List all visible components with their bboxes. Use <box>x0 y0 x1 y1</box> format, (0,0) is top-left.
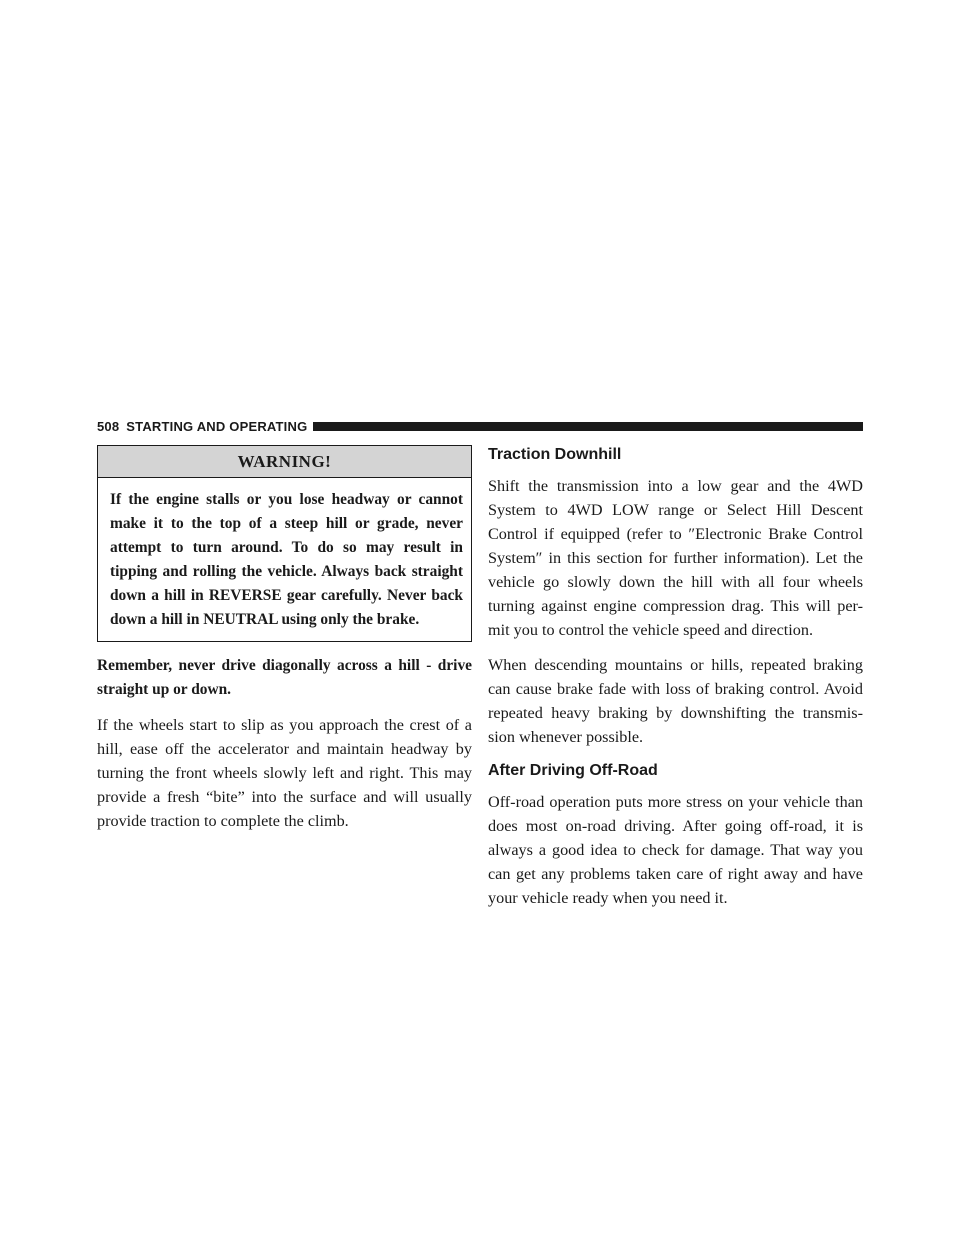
section-title: STARTING AND OPERATING <box>126 418 308 434</box>
traction-downhill-heading: Traction Downhill <box>488 446 622 463</box>
wheel-slip-paragraph: If the wheels start to slip as you approach the crest of a hill, ease off the accelerator and maintain headway by turning the front wheels slowly left and right. This may provide a fresh “bite” into the surface and will usually provide traction to complete the climb. <box>97 716 472 830</box>
page-header <box>97 418 863 434</box>
after-driving-paragraph: Off-road operation puts more stress on your vehicle than does most on-road driving. After going off-road, it is always a good idea to check for damage. That way you can get any problems taken care of right away and have your vehicle ready when you need it. <box>488 793 863 907</box>
right-column <box>488 445 863 910</box>
hill-reminder-paragraph: Remember, never drive diagonally across a hill - drive straight up or down. <box>97 657 472 698</box>
warning-box <box>97 445 472 642</box>
warning-title: WARNING! <box>98 446 471 478</box>
left-column <box>97 445 472 833</box>
traction-downhill-paragraph-2: When descending mountains or hills, repeated braking can cause brake fade with loss of braking control. Avoid repeated heavy braking by downshifting the transmis-sion whenever possible. <box>488 656 863 746</box>
after-driving-heading: After Driving Off-Road <box>488 762 658 779</box>
traction-downhill-paragraph-1: Shift the transmission into a low gear and the 4WD System to 4WD LOW range or Select Hill Descent Control if equipped (refer to ″Electronic Brake Control System″ in this section for further information). Let the vehicle go slowly down the hill with all four wheels turning against engine compression drag. This will per-mit you to control the vehicle speed and direction. <box>488 477 863 639</box>
page-number: 508 <box>97 418 120 434</box>
header-rule <box>313 422 863 431</box>
warning-body: If the engine stalls or you lose headway or cannot make it to the top of a steep hill or grade, never attempt to turn around. To do so may result in tipping and rolling the vehicle. Always back straight down a hill in REVERSE gear carefully. Never back down a hill in NEUTRAL using only the brake. <box>110 491 463 628</box>
